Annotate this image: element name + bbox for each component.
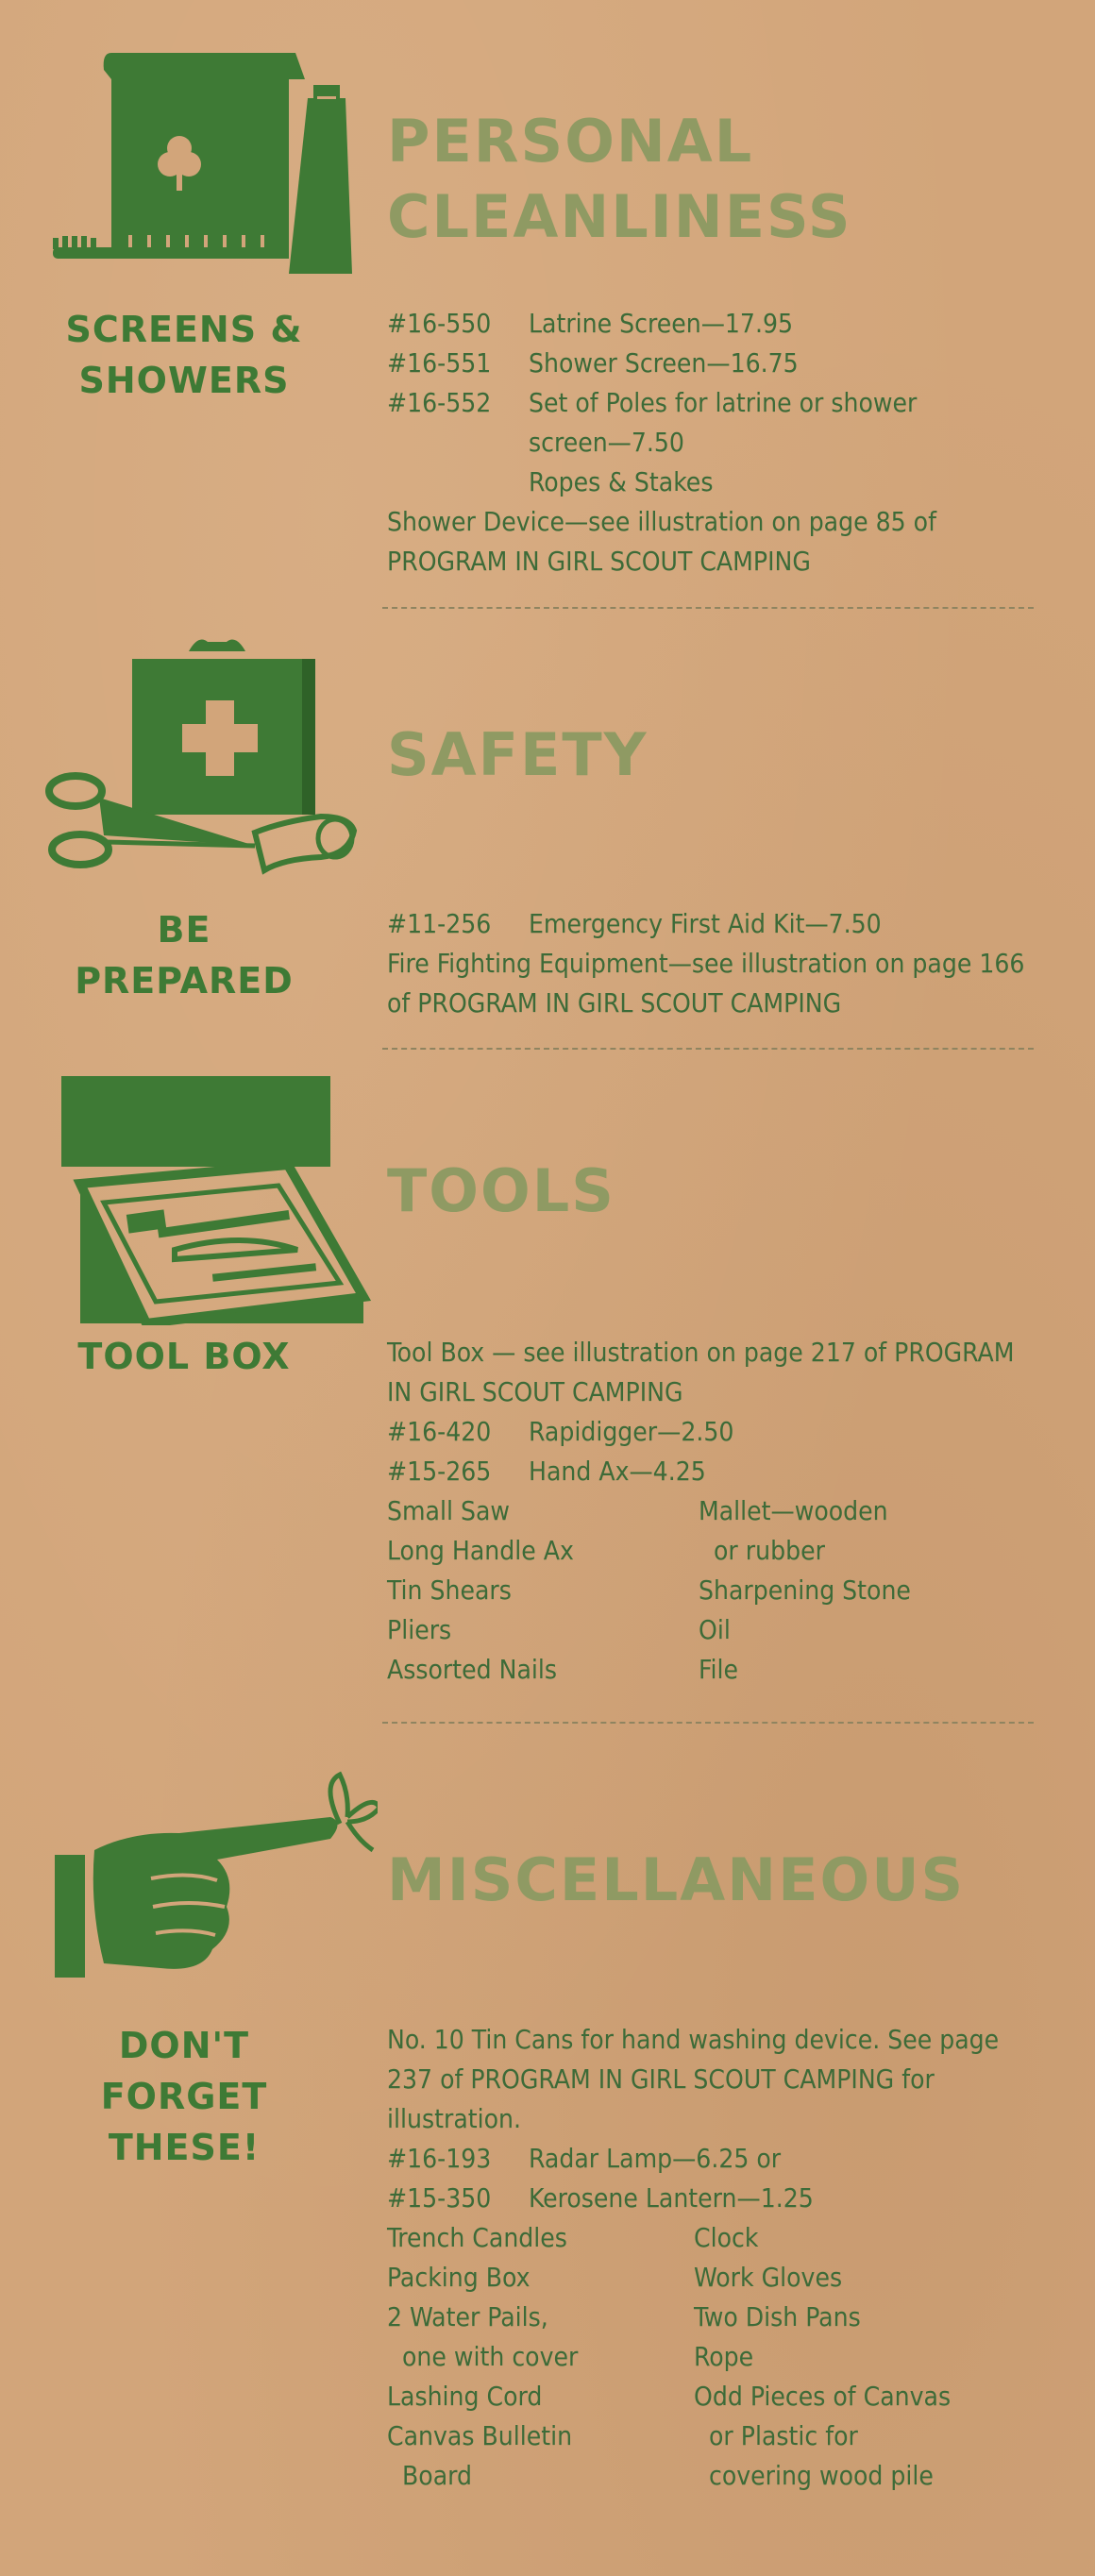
section-note: Shower Device—see illustration on page 85 of PROGRAM IN GIRL SCOUT CAMPING — [387, 506, 936, 577]
list-item: Two Dish Pans — [694, 2301, 861, 2332]
first-aid-kit-icon — [38, 623, 368, 878]
list-item: Pliers — [387, 1614, 452, 1645]
list-item: or Plastic for — [709, 2420, 858, 2451]
section-personal-cleanliness — [0, 0, 1095, 623]
side-label-screens-showers: SCREENS & SHOWERS — [65, 309, 303, 401]
list-item: #16-551 Shower Screen—16.75 — [387, 347, 799, 379]
list-item: Clock — [694, 2222, 759, 2253]
section-tools — [0, 1067, 1095, 1746]
item-list — [387, 1333, 1038, 1690]
misc-columns — [387, 2218, 1038, 2496]
section-note: Tool Box — see illustration on page 217 of PROGRAM IN GIRL SCOUT CAMPING — [387, 1337, 1015, 1407]
list-item: Mallet—wooden — [699, 1495, 888, 1526]
list-item: Assorted Nails — [387, 1654, 558, 1685]
heading-tools: TOOLS — [387, 1156, 615, 1225]
list-item: #15-265 Hand Ax—4.25 — [387, 1456, 706, 1487]
list-item: #11-256 Emergency First Aid Kit—7.50 — [387, 908, 882, 939]
section-note: Fire Fighting Equipment—see illustration on page 166 of PROGRAM IN GIRL SCOUT CAMPING — [387, 948, 1025, 1019]
list-item: Trench Candles — [387, 2222, 567, 2253]
tool-box-icon — [52, 1070, 373, 1325]
towel-toothbrush-icon — [45, 42, 357, 287]
list-item: Lashing Cord — [387, 2381, 543, 2412]
list-item: Packing Box — [387, 2262, 531, 2293]
list-item: #16-552 Set of Poles for latrine or shower — [387, 387, 918, 418]
misc-list-right — [694, 2218, 1034, 2496]
list-item: #16-420 Rapidigger—2.50 — [387, 1416, 734, 1447]
side-label-dont-forget: DON'T FORGET THESE! — [100, 2025, 268, 2168]
side-label-tool-box: TOOL BOX — [77, 1336, 291, 1377]
item-continuation: screen—7.50 — [529, 427, 684, 458]
section-note: No. 10 Tin Cans for hand washing device. See page 237 of PROGRAM IN GIRL SCOUT CAMPING for illustration. — [387, 2024, 1000, 2134]
section-safety — [0, 623, 1095, 1067]
divider — [382, 607, 1034, 609]
list-item: #15-350 Kerosene Lantern—1.25 — [387, 2182, 814, 2214]
list-item: or rubber — [714, 1535, 825, 1566]
list-item: Board — [402, 2460, 472, 2491]
heading-safety: SAFETY — [387, 720, 649, 789]
list-item: Odd Pieces of Canvas — [694, 2381, 952, 2412]
item-list — [387, 304, 1038, 581]
list-item: #16-550 Latrine Screen—17.95 — [387, 308, 793, 339]
list-item: Canvas Bulletin — [387, 2420, 573, 2451]
list-item: File — [699, 1654, 738, 1685]
list-item: Long Handle Ax — [387, 1535, 574, 1566]
list-item: Oil — [699, 1614, 731, 1645]
list-item: Sharpening Stone — [699, 1574, 911, 1606]
side-label-be-prepared: BE PREPARED — [75, 909, 294, 1002]
pointing-hand-string-icon — [47, 1765, 378, 1992]
item-list — [387, 2020, 1038, 2496]
section-miscellaneous — [0, 1746, 1095, 2576]
tool-list-right — [699, 1491, 1010, 1690]
list-item: one with cover — [402, 2341, 579, 2372]
list-item: Small Saw — [387, 1495, 511, 1526]
tool-columns — [387, 1491, 1038, 1690]
heading-personal-cleanliness: PERSONAL CLEANLINESS — [387, 107, 852, 251]
tool-list-left — [387, 1491, 699, 1690]
list-item: #16-193 Radar Lamp—6.25 or — [387, 2143, 782, 2174]
item-list — [387, 904, 1038, 1023]
heading-miscellaneous: MISCELLANEOUS — [387, 1845, 966, 1914]
misc-list-left — [387, 2218, 694, 2496]
list-item: 2 Water Pails, — [387, 2301, 548, 2332]
list-item: covering wood pile — [709, 2460, 934, 2491]
divider — [382, 1722, 1034, 1724]
divider — [382, 1048, 1034, 1050]
list-item: Work Gloves — [694, 2262, 843, 2293]
item-continuation: Ropes & Stakes — [529, 466, 714, 497]
list-item: Rope — [694, 2341, 754, 2372]
list-item: Tin Shears — [387, 1574, 512, 1606]
